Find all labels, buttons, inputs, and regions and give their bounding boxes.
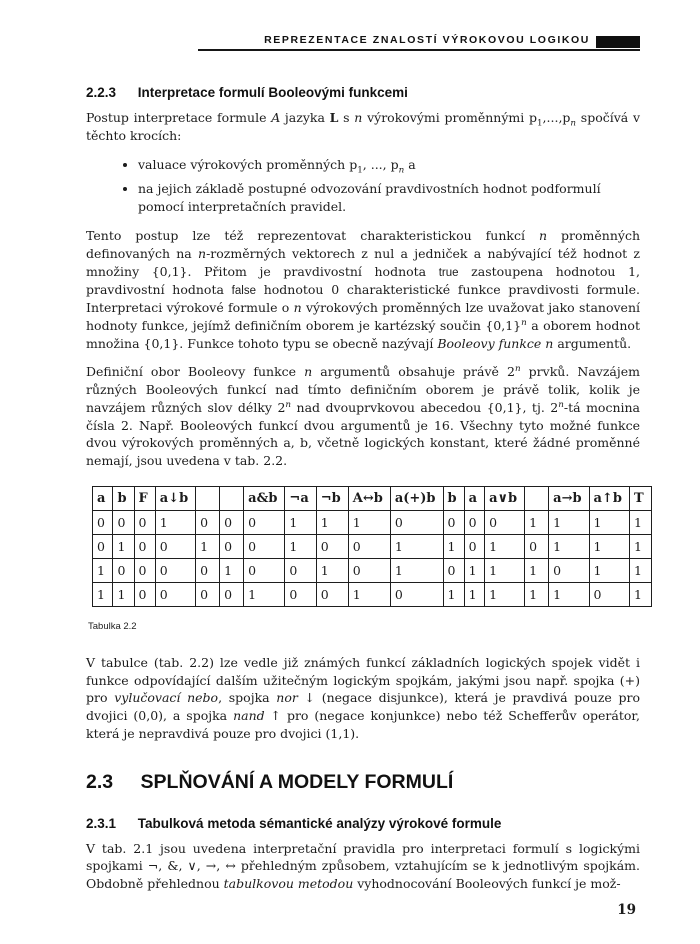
bullet-list <box>86 156 640 216</box>
truth-table-cell: 0 <box>155 558 195 582</box>
truth-table-cell: 0 <box>113 558 134 582</box>
truth-table-cell: 1 <box>525 558 549 582</box>
truth-table-cell: 0 <box>244 558 285 582</box>
truth-table-cell: 0 <box>155 582 195 606</box>
truth-table-cell: 1 <box>485 582 525 606</box>
truth-table <box>92 486 652 607</box>
truth-table-cell: 0 <box>244 510 285 534</box>
truth-table-cell: 0 <box>316 582 348 606</box>
truth-table-cell: 0 <box>155 534 195 558</box>
truth-table-cell: 1 <box>93 582 113 606</box>
truth-table-row <box>93 582 652 606</box>
truth-table-header-cell: a&b <box>244 486 285 510</box>
truth-table-cell: 1 <box>244 582 285 606</box>
truth-table-cell: 1 <box>220 558 244 582</box>
truth-table-cell: 0 <box>285 558 316 582</box>
truth-table-body <box>93 510 652 606</box>
paragraph-231: V tab. 2.1 jsou uvedena interpretační pravidla pro interpretaci formulí s logickými spojkami ¬, &, ∨, →, ↔ přehledným způsobem, vztahujícím se k jednotlivým spojkám. Obdobně přehlednou tabulkovou metodou vyhodnocování Booleových funkcí je mož- <box>86 840 640 892</box>
truth-table-header-row <box>93 486 652 510</box>
truth-table-cell: 1 <box>485 534 525 558</box>
page-number: 19 <box>617 902 636 918</box>
truth-table-cell: 0 <box>134 534 155 558</box>
truth-table-cell: 1 <box>629 558 651 582</box>
paragraph-after-table: V tabulce (tab. 2.2) lze vedle již známých funkcí základních logických spojek vidět i funkce odpovídající dalším užitečným logickým spojkám, jakými jsou např. spojka (+) pro vylučovací nebo, spojka nor ↓ (negace disjunkce), která je pravdivá pouze pro dvojici (0,0), a spojka nand ↑ pro (negace konjunkce) nebo též Schefferův operátor, která je nepravdivá pouze pro dvojici (1,1). <box>86 654 641 741</box>
truth-table-header-cell: a∨b <box>485 486 525 510</box>
truth-table-cell: 1 <box>93 558 113 582</box>
truth-table-cell: 0 <box>549 558 589 582</box>
truth-table-header-cell <box>220 486 244 510</box>
truth-table-header-cell: a(+)b <box>390 486 443 510</box>
section-title: Interpretace formulí Booleovými funkcemi <box>137 85 408 100</box>
truth-table-cell: 1 <box>155 510 195 534</box>
section-number: 2.3 <box>86 770 114 793</box>
truth-table-cell: 1 <box>316 558 348 582</box>
truth-table-cell: 0 <box>113 510 134 534</box>
section-title: Tabulková metoda sémantické analýzy výrokové formule <box>137 815 502 831</box>
running-header <box>198 34 640 51</box>
section-heading-231 <box>86 816 640 831</box>
truth-table-cell: 1 <box>589 510 629 534</box>
truth-table-header-cell: b <box>443 486 464 510</box>
truth-table-header-cell: a <box>93 486 113 510</box>
truth-table-cell: 0 <box>348 558 390 582</box>
truth-table-cell: 0 <box>220 534 244 558</box>
section-number: 2.2.3 <box>86 85 117 100</box>
paragraph-boolean-domain: Definiční obor Booleovy funkce n argumentů obsahuje právě 2$^n$ prvků. Navzájem různých Booleových funkcí nad tímto definičním oborem je právě tolik, kolik je navzájem různých slov délky 2$^n$ nad dvouprvkovou abecedou {0,1}, tj. 2$^n$-tá mocnina čísla 2. Např. Booleových funkcí dvou argumentů je 16. Všechny tyto možné funkce dvou výrokových proměnných a, b, včetně logických konstant, které žádné proměnné nemají, jsou uvedena v tab. 2.2. <box>86 364 641 469</box>
truth-table-cell: 0 <box>443 558 464 582</box>
truth-table-cell: 0 <box>390 510 443 534</box>
truth-table-cell: 0 <box>485 510 525 534</box>
truth-table-cell: 1 <box>443 534 464 558</box>
truth-table-cell: 0 <box>348 534 390 558</box>
truth-table-cell: 0 <box>134 510 155 534</box>
truth-table-cell: 1 <box>629 582 651 606</box>
truth-table-header-cell <box>196 486 220 510</box>
truth-table-row <box>93 510 652 534</box>
truth-table-cell: 0 <box>464 510 484 534</box>
truth-table-header-cell: b <box>113 486 134 510</box>
truth-table-cell: 1 <box>525 510 549 534</box>
truth-table-cell: 0 <box>196 558 220 582</box>
truth-table-cell: 0 <box>443 510 464 534</box>
truth-table-cell: 0 <box>134 558 155 582</box>
table-caption: Tabulka 2.2 <box>88 620 137 632</box>
truth-table-cell: 1 <box>443 582 464 606</box>
truth-table-cell: 0 <box>134 582 155 606</box>
truth-table-header-cell: a <box>464 486 484 510</box>
truth-table-header-cell: a↑b <box>589 486 629 510</box>
paragraph-characteristic-function: Tento postup lze též reprezentovat charakteristickou funkcí n proměnných definovaných na n-rozměrných vektorech z nul a jedniček a nabývající též hodnot z množiny {0,1}. Přitom je pravdivostní hodnota true zastoupena hodnotou 1, pravdivostní hodnota false hodnotou 0 charakteristické funkce pravdivosti formule. Interpretaci výrokové formule o n výrokových proměnných lze uvažovat jako stanovení hodnoty funkce, jejímž definičním oborem je kartézský součin $\{0,1\}^n$ a oborem hodnot množina {0,1}. Funkce tohoto typu se obecně nazývají Booleovy funkce n argumentů. <box>86 228 640 351</box>
truth-table-header-cell: F <box>134 486 155 510</box>
section-heading-23 <box>86 771 640 794</box>
truth-table-header-cell: ¬a <box>285 486 316 510</box>
truth-table-cell: 1 <box>525 582 549 606</box>
section-title: SPLŇOVÁNÍ A MODELY FORMULÍ <box>140 770 454 793</box>
truth-table-cell: 1 <box>485 558 525 582</box>
truth-table-cell: 0 <box>93 510 113 534</box>
truth-table-cell: 0 <box>196 510 220 534</box>
truth-table-cell: 0 <box>244 534 285 558</box>
truth-table-header-cell <box>525 486 549 510</box>
truth-table-cell: 1 <box>113 534 134 558</box>
truth-table-header-cell: A↔b <box>348 486 390 510</box>
section-heading-223 <box>86 85 640 100</box>
truth-table-header-cell: a↓b <box>155 486 195 510</box>
truth-table-row <box>93 558 652 582</box>
truth-table-cell: 1 <box>464 582 484 606</box>
truth-table-cell: 1 <box>113 582 134 606</box>
truth-table-cell: 0 <box>220 582 244 606</box>
truth-table-cell: 1 <box>316 510 348 534</box>
truth-table-cell: 1 <box>589 558 629 582</box>
truth-table-cell: 1 <box>549 510 589 534</box>
truth-table-cell: 1 <box>390 534 443 558</box>
section-number: 2.3.1 <box>86 815 117 831</box>
truth-table-cell: 0 <box>285 582 316 606</box>
truth-table-cell: 0 <box>464 534 484 558</box>
truth-table-cell: 0 <box>589 582 629 606</box>
truth-table-cell: 1 <box>629 510 651 534</box>
truth-table-cell: 0 <box>316 534 348 558</box>
truth-table-header-cell: T <box>629 486 651 510</box>
header-bar-decoration <box>596 36 640 48</box>
bullet-item: • na jejich základě postupné odvozování pravdivostních hodnot podformulí pomocí interpretačních pravidel. <box>138 180 640 215</box>
truth-table-cell: 1 <box>285 534 316 558</box>
truth-table-cell: 0 <box>220 510 244 534</box>
truth-table-header-cell: a→b <box>549 486 589 510</box>
truth-table-row <box>93 534 652 558</box>
truth-table-cell: 1 <box>348 582 390 606</box>
truth-table-cell: 1 <box>196 534 220 558</box>
bullet-item: • valuace výrokových proměnných $p_1$, ..., $p_n$ a <box>138 156 640 174</box>
truth-table-cell: 1 <box>549 582 589 606</box>
truth-table-cell: 0 <box>196 582 220 606</box>
truth-table-cell: 1 <box>348 510 390 534</box>
truth-table-cell: 1 <box>390 558 443 582</box>
truth-table-cell: 0 <box>93 534 113 558</box>
truth-table-cell: 1 <box>629 534 651 558</box>
truth-table-cell: 1 <box>589 534 629 558</box>
truth-table-cell: 1 <box>464 558 484 582</box>
paragraph-intro: Postup interpretace formule A jazyka L s n výrokovými proměnnými $p_1,...,p_n$ spočívá v těchto krocích: <box>86 110 641 143</box>
truth-table-cell: 1 <box>549 534 589 558</box>
truth-table-cell: 0 <box>390 582 443 606</box>
running-header-title: REPREZENTACE ZNALOSTÍ VÝROKOVOU LOGIKOU <box>264 34 590 46</box>
truth-table-cell: 0 <box>525 534 549 558</box>
truth-table-cell: 1 <box>285 510 316 534</box>
truth-table-header-cell: ¬b <box>316 486 348 510</box>
